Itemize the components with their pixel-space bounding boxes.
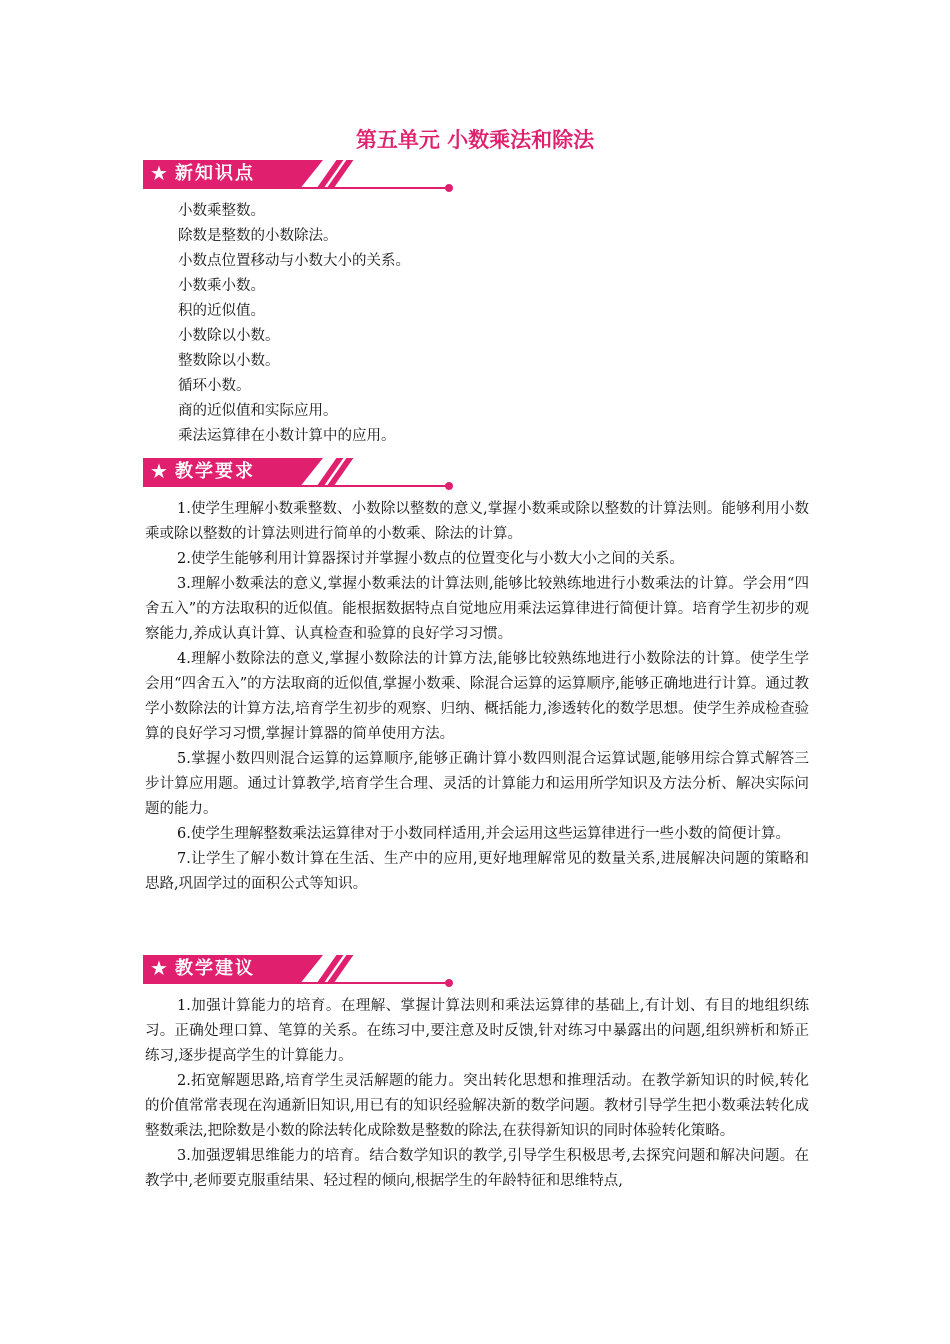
knowledge-point-list [178, 199, 410, 449]
section-title: 教学建议 [175, 958, 255, 979]
paragraph: 5.掌握小数四则混合运算的运算顺序,能够正确计算小数四则混合运算试题,能够用综合算式解答三步计算应用题。通过计算教学,培育学生合理、灵活的计算能力和运用所学知识及方法分析、解决实际问题的能力。 [145, 751, 809, 817]
list-item: 小数点位置移动与小数大小的关系。 [178, 253, 410, 269]
section-header-new-knowledge [143, 160, 455, 190]
header-underline [143, 187, 449, 189]
list-item: 小数除以小数。 [178, 328, 280, 344]
list-item: 积的近似值。 [178, 303, 265, 319]
paragraph: 3.加强逻辑思维能力的培育。结合数学知识的教学,引导学生积极思考,去探究问题和解决问题。在教学中,老师要克服重结果、轻过程的倾向,根据学生的年龄特征和思维特点, [145, 1148, 809, 1189]
section-header-teaching-requirements [143, 458, 455, 488]
teaching-requirements-text [145, 497, 809, 897]
list-item: 循环小数。 [178, 378, 251, 394]
list-item: 小数乘小数。 [178, 278, 265, 294]
paragraph: 1.加强计算能力的培育。在理解、掌握计算法则和乘法运算律的基础上,有计划、有目的地组织练习。正确处理口算、笔算的关系。在练习中,要注意及时反馈,针对练习中暴露出的问题,组织辨析和矫正练习,逐步提高学生的计算能力。 [145, 998, 809, 1064]
paragraph: 2.使学生能够利用计算器探讨并掌握小数点的位置变化与小数大小之间的关系。 [177, 551, 684, 567]
list-item: 除数是整数的小数除法。 [178, 228, 338, 244]
list-item: 商的近似值和实际应用。 [178, 403, 338, 419]
star-icon: ★ [150, 956, 168, 980]
list-item: 小数乘整数。 [178, 203, 265, 219]
section-title: 教学要求 [175, 461, 255, 482]
star-icon: ★ [150, 459, 168, 483]
section-title: 新知识点 [175, 163, 255, 184]
paragraph: 2.拓宽解题思路,培育学生灵活解题的能力。突出转化思想和推理活动。在教学新知识的时候,转化的价值常常表现在沟通新旧知识,用已有的知识经验解决新的数学问题。教材引导学生把小数乘法转化成整数乘法,把除数是小数的除法转化成除数是整数的除法,在获得新知识的同时体验转化策略。 [145, 1073, 809, 1139]
header-dot [445, 979, 453, 987]
header-dot [445, 482, 453, 490]
paragraph: 3.理解小数乘法的意义,掌握小数乘法的计算法则,能够比较熟练地进行小数乘法的计算。学会用“四舍五入”的方法取积的近似值。能根据数据特点自觉地应用乘法运算律进行简便计算。培育学生初步的观察能力,养成认真计算、认真检查和验算的良好学习习惯。 [145, 576, 809, 642]
paragraph: 7.让学生了解小数计算在生活、生产中的应用,更好地理解常见的数量关系,进展解决问题的策略和思路,巩固学过的面积公式等知识。 [145, 851, 809, 892]
page-title: 第五单元 小数乘法和除法 [355, 128, 595, 152]
header-dot [445, 184, 453, 192]
list-item: 整数除以小数。 [178, 353, 280, 369]
paragraph: 1.使学生理解小数乘整数、小数除以整数的意义,掌握小数乘或除以整数的计算法则。能够利用小数乘或除以整数的计算法则进行简单的小数乘、除法的计算。 [145, 501, 809, 542]
header-underline [143, 485, 449, 487]
star-icon: ★ [150, 161, 168, 185]
teaching-suggestions-text [145, 994, 809, 1194]
section-header-teaching-suggestions [143, 955, 455, 985]
paragraph: 4.理解小数除法的意义,掌握小数除法的计算方法,能够比较熟练地进行小数除法的计算。使学生学会用“四舍五入”的方法取商的近似值,掌握小数乘、除混合运算的运算顺序,能够正确地进行计算。通过教学小数除法的计算方法,培育学生初步的观察、归纳、概括能力,渗透转化的数学思想。使学生养成检查验算的良好学习习惯,掌握计算器的简单使用方法。 [145, 651, 809, 742]
list-item: 乘法运算律在小数计算中的应用。 [178, 428, 396, 444]
paragraph: 6.使学生理解整数乘法运算律对于小数同样适用,并会运用这些运算律进行一些小数的简便计算。 [177, 826, 790, 842]
header-underline [143, 982, 449, 984]
